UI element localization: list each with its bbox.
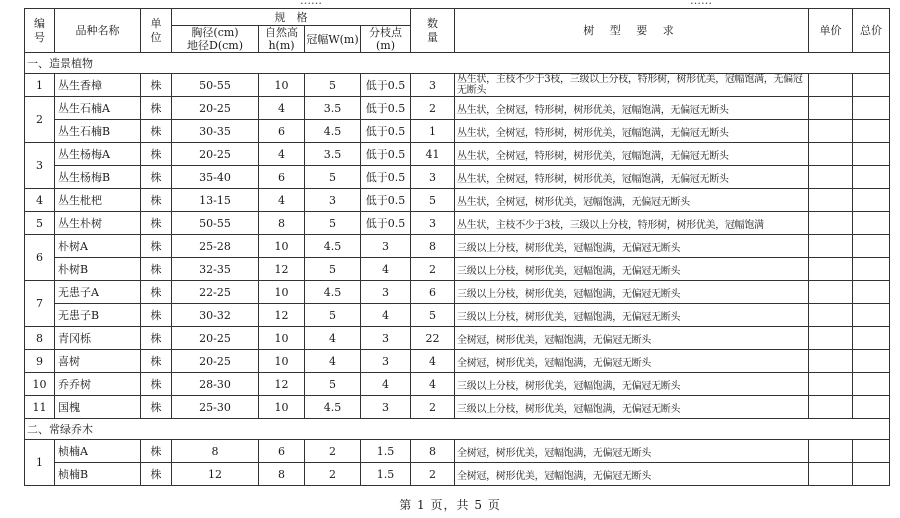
cropped-header-right: ……: [690, 0, 712, 7]
quantity-cell: 3: [411, 166, 455, 189]
variety-name: 桢楠A: [55, 440, 141, 463]
branch-point-cell: 4: [361, 304, 411, 327]
unit-cell: 株: [141, 258, 172, 281]
total-price-cell: [853, 120, 890, 143]
section-title: 一、造景植物: [25, 53, 890, 74]
quantity-cell: 8: [411, 440, 455, 463]
quantity-cell: 2: [411, 97, 455, 120]
unit-cell: 株: [141, 350, 172, 373]
total-price-cell: [853, 258, 890, 281]
unit-price-cell: [809, 350, 853, 373]
unit-cell: 株: [141, 396, 172, 419]
requirement-cell: 三级以上分枝，树形优美，冠幅饱满，无偏冠无断头: [455, 258, 809, 281]
item-number: 7: [25, 281, 55, 327]
crown-cell: 4.5: [305, 235, 361, 258]
crown-cell: 4: [305, 350, 361, 373]
item-number: 4: [25, 189, 55, 212]
quantity-cell: 5: [411, 189, 455, 212]
unit-price-cell: [809, 212, 853, 235]
unit-price-cell: [809, 373, 853, 396]
crown-cell: 4.5: [305, 396, 361, 419]
crown-cell: 2: [305, 440, 361, 463]
variety-name: 无患子A: [55, 281, 141, 304]
unit-cell: 株: [141, 189, 172, 212]
height-cell: 10: [259, 350, 305, 373]
variety-name: 丛生枇杷: [55, 189, 141, 212]
unit-price-cell: [809, 327, 853, 350]
dbh-cell: 50-55: [172, 212, 259, 235]
branch-point-cell: 3: [361, 396, 411, 419]
total-price-cell: [853, 189, 890, 212]
header-total-price: 总价: [853, 9, 890, 53]
total-price-cell: [853, 304, 890, 327]
requirement-cell: 三级以上分枝，树形优美，冠幅饱满，无偏冠无断头: [455, 396, 809, 419]
item-number: 11: [25, 396, 55, 419]
dbh-cell: 28-30: [172, 373, 259, 396]
header-dbh: 胸径(cm) 地径D(cm): [172, 26, 259, 53]
height-cell: 10: [259, 235, 305, 258]
variety-name: 丛生杨梅B: [55, 166, 141, 189]
quantity-cell: 2: [411, 463, 455, 486]
table-row: [25, 350, 890, 373]
header-qty: 数量: [411, 9, 455, 53]
quantity-cell: 8: [411, 235, 455, 258]
crown-cell: 3.5: [305, 143, 361, 166]
unit-cell: 株: [141, 327, 172, 350]
variety-name: 朴树B: [55, 258, 141, 281]
requirement-cell: 三级以上分枝，树形优美，冠幅饱满，无偏冠无断头: [455, 373, 809, 396]
unit-cell: 株: [141, 304, 172, 327]
item-number: 3: [25, 143, 55, 189]
height-cell: 4: [259, 97, 305, 120]
branch-point-cell: 低于0.5: [361, 166, 411, 189]
variety-name: 丛生杨梅A: [55, 143, 141, 166]
variety-name: 朴树A: [55, 235, 141, 258]
dbh-cell: 25-28: [172, 235, 259, 258]
header-crown: 冠幅W(m): [305, 26, 361, 53]
total-price-cell: [853, 166, 890, 189]
unit-cell: 株: [141, 97, 172, 120]
height-cell: 12: [259, 258, 305, 281]
dbh-cell: 32-35: [172, 258, 259, 281]
height-cell: 10: [259, 396, 305, 419]
quantity-cell: 4: [411, 350, 455, 373]
requirement-cell: 丛生状，主枝不少于3枝，三级以上分枝，特形树，树形优美，冠幅饱满: [455, 212, 809, 235]
crown-cell: 5: [305, 304, 361, 327]
requirement-cell: 三级以上分枝，树形优美，冠幅饱满，无偏冠无断头: [455, 281, 809, 304]
table-row: [25, 373, 890, 396]
height-cell: 8: [259, 212, 305, 235]
branch-point-cell: 1.5: [361, 440, 411, 463]
quantity-cell: 4: [411, 373, 455, 396]
quantity-cell: 3: [411, 74, 455, 97]
quantity-cell: 41: [411, 143, 455, 166]
header-spec: 规 格: [172, 9, 411, 26]
table-row: [25, 281, 890, 304]
dbh-cell: 35-40: [172, 166, 259, 189]
header-no: 编号: [25, 9, 55, 53]
dbh-cell: 13-15: [172, 189, 259, 212]
branch-point-cell: 低于0.5: [361, 212, 411, 235]
height-cell: 10: [259, 281, 305, 304]
branch-point-cell: 1.5: [361, 463, 411, 486]
unit-cell: 株: [141, 74, 172, 97]
unit-cell: 株: [141, 120, 172, 143]
quantity-cell: 6: [411, 281, 455, 304]
section-title: 二、常绿乔木: [25, 419, 890, 440]
branch-point-cell: 低于0.5: [361, 97, 411, 120]
total-price-cell: [853, 440, 890, 463]
branch-point-cell: 低于0.5: [361, 120, 411, 143]
dbh-cell: 20-25: [172, 327, 259, 350]
height-cell: 12: [259, 373, 305, 396]
dbh-cell: 20-25: [172, 350, 259, 373]
dbh-cell: 25-30: [172, 396, 259, 419]
table-row: [25, 97, 890, 120]
table-row: [25, 258, 890, 281]
header-name: 品种名称: [55, 9, 141, 53]
branch-point-cell: 低于0.5: [361, 143, 411, 166]
requirement-cell: 全树冠，树形优美，冠幅饱满，无偏冠无断头: [455, 327, 809, 350]
variety-name: 丛生香樟: [55, 74, 141, 97]
table-row: [25, 463, 890, 486]
quantity-cell: 1: [411, 120, 455, 143]
dbh-cell: 20-25: [172, 97, 259, 120]
table-row: [25, 327, 890, 350]
height-cell: 4: [259, 189, 305, 212]
section-row: [25, 419, 890, 440]
nursery-spec-table: [24, 8, 890, 486]
table-row: [25, 166, 890, 189]
requirement-cell: 丛生状，全树冠，特形树，树形优美，冠幅饱满，无偏冠无断头: [455, 143, 809, 166]
total-price-cell: [853, 350, 890, 373]
height-cell: 12: [259, 304, 305, 327]
unit-price-cell: [809, 235, 853, 258]
crown-cell: 5: [305, 166, 361, 189]
item-number: 6: [25, 235, 55, 281]
unit-price-cell: [809, 463, 853, 486]
unit-price-cell: [809, 258, 853, 281]
variety-name: 国槐: [55, 396, 141, 419]
height-cell: 10: [259, 74, 305, 97]
branch-point-cell: 4: [361, 258, 411, 281]
branch-point-cell: 3: [361, 350, 411, 373]
unit-price-cell: [809, 166, 853, 189]
variety-name: 无患子B: [55, 304, 141, 327]
branch-point-cell: 低于0.5: [361, 189, 411, 212]
requirement-cell: 丛生状，全树冠，特形树，树形优美，冠幅饱满，无偏冠无断头: [455, 166, 809, 189]
header-requirements: 树 型 要 求: [455, 9, 809, 53]
table-row: [25, 304, 890, 327]
quantity-cell: 5: [411, 304, 455, 327]
dbh-cell: 30-35: [172, 120, 259, 143]
total-price-cell: [853, 373, 890, 396]
header-height: 自然高 h(m): [259, 26, 305, 53]
page-footer: 第 1 页，共 5 页: [399, 498, 501, 512]
crown-cell: 4.5: [305, 281, 361, 304]
table-row: [25, 212, 890, 235]
variety-name: 丛生朴树: [55, 212, 141, 235]
unit-cell: 株: [141, 440, 172, 463]
total-price-cell: [853, 327, 890, 350]
unit-price-cell: [809, 97, 853, 120]
crown-cell: 5: [305, 212, 361, 235]
dbh-cell: 50-55: [172, 74, 259, 97]
unit-cell: 株: [141, 281, 172, 304]
quantity-cell: 22: [411, 327, 455, 350]
dbh-cell: 30-32: [172, 304, 259, 327]
dbh-cell: 12: [172, 463, 259, 486]
header-branch-point: 分枝点 (m): [361, 26, 411, 53]
unit-cell: 株: [141, 212, 172, 235]
table-body: [25, 53, 890, 486]
crown-cell: 5: [305, 373, 361, 396]
height-cell: 6: [259, 166, 305, 189]
quantity-cell: 2: [411, 258, 455, 281]
unit-cell: 株: [141, 463, 172, 486]
unit-price-cell: [809, 120, 853, 143]
unit-cell: 株: [141, 166, 172, 189]
section-row: [25, 53, 890, 74]
unit-price-cell: [809, 189, 853, 212]
total-price-cell: [853, 235, 890, 258]
height-cell: 8: [259, 463, 305, 486]
branch-point-cell: 4: [361, 373, 411, 396]
requirement-cell: 全树冠，树形优美，冠幅饱满，无偏冠无断头: [455, 440, 809, 463]
requirement-cell: 三级以上分枝，树形优美，冠幅饱满，无偏冠无断头: [455, 235, 809, 258]
branch-point-cell: 低于0.5: [361, 74, 411, 97]
dbh-cell: 8: [172, 440, 259, 463]
item-number: 2: [25, 97, 55, 143]
unit-cell: 株: [141, 373, 172, 396]
crown-cell: 3: [305, 189, 361, 212]
crown-cell: 5: [305, 258, 361, 281]
total-price-cell: [853, 143, 890, 166]
total-price-cell: [853, 281, 890, 304]
header-unit: 单位: [141, 9, 172, 53]
table-row: [25, 143, 890, 166]
item-number: 8: [25, 327, 55, 350]
crown-cell: 4: [305, 327, 361, 350]
quantity-cell: 2: [411, 396, 455, 419]
requirement-cell: 全树冠，树形优美，冠幅饱满，无偏冠无断头: [455, 350, 809, 373]
table-row: [25, 120, 890, 143]
unit-price-cell: [809, 143, 853, 166]
item-number: 9: [25, 350, 55, 373]
table-row: [25, 235, 890, 258]
crown-cell: 2: [305, 463, 361, 486]
variety-name: 桢楠B: [55, 463, 141, 486]
item-number: 1: [25, 74, 55, 97]
height-cell: 4: [259, 143, 305, 166]
branch-point-cell: 3: [361, 327, 411, 350]
branch-point-cell: 3: [361, 235, 411, 258]
cropped-header-left: ……: [300, 0, 322, 7]
cropped-header-strip: [0, 0, 900, 8]
crown-cell: 4.5: [305, 120, 361, 143]
requirement-cell: 三级以上分枝，树形优美，冠幅饱满，无偏冠无断头: [455, 304, 809, 327]
dbh-cell: 20-25: [172, 143, 259, 166]
height-cell: 6: [259, 440, 305, 463]
requirement-cell: 丛生状，全树冠，特形树，树形优美，冠幅饱满，无偏冠无断头: [455, 120, 809, 143]
height-cell: 6: [259, 120, 305, 143]
total-price-cell: [853, 97, 890, 120]
unit-cell: 株: [141, 235, 172, 258]
height-cell: 10: [259, 327, 305, 350]
unit-price-cell: [809, 74, 853, 97]
unit-price-cell: [809, 281, 853, 304]
crown-cell: 5: [305, 74, 361, 97]
unit-price-cell: [809, 396, 853, 419]
requirement-cell: 丛生状，全树冠，树形优美，冠幅饱满，无偏冠无断头: [455, 189, 809, 212]
requirement-cell: 丛生状，全树冠，特形树，树形优美，冠幅饱满，无偏冠无断头: [455, 97, 809, 120]
item-number: 1: [25, 440, 55, 486]
requirement-cell: 丛生状，主枝不少于3枝，三级以上分枝，特形树，树形优美，冠幅饱满，无偏冠无断头: [455, 74, 809, 97]
total-price-cell: [853, 74, 890, 97]
variety-name: 丛生石楠B: [55, 120, 141, 143]
quantity-cell: 3: [411, 212, 455, 235]
table-row: [25, 440, 890, 463]
unit-price-cell: [809, 440, 853, 463]
variety-name: 乔乔树: [55, 373, 141, 396]
total-price-cell: [853, 212, 890, 235]
unit-price-cell: [809, 304, 853, 327]
dbh-cell: 22-25: [172, 281, 259, 304]
table-row: [25, 396, 890, 419]
table-row: [25, 74, 890, 97]
total-price-cell: [853, 463, 890, 486]
requirement-cell: 全树冠，树形优美，冠幅饱满，无偏冠无断头: [455, 463, 809, 486]
item-number: 10: [25, 373, 55, 396]
table-row: [25, 189, 890, 212]
item-number: 5: [25, 212, 55, 235]
variety-name: 青冈栎: [55, 327, 141, 350]
variety-name: 喜树: [55, 350, 141, 373]
unit-cell: 株: [141, 143, 172, 166]
variety-name: 丛生石楠A: [55, 97, 141, 120]
crown-cell: 3.5: [305, 97, 361, 120]
total-price-cell: [853, 396, 890, 419]
header-unit-price: 单价: [809, 9, 853, 53]
branch-point-cell: 3: [361, 281, 411, 304]
